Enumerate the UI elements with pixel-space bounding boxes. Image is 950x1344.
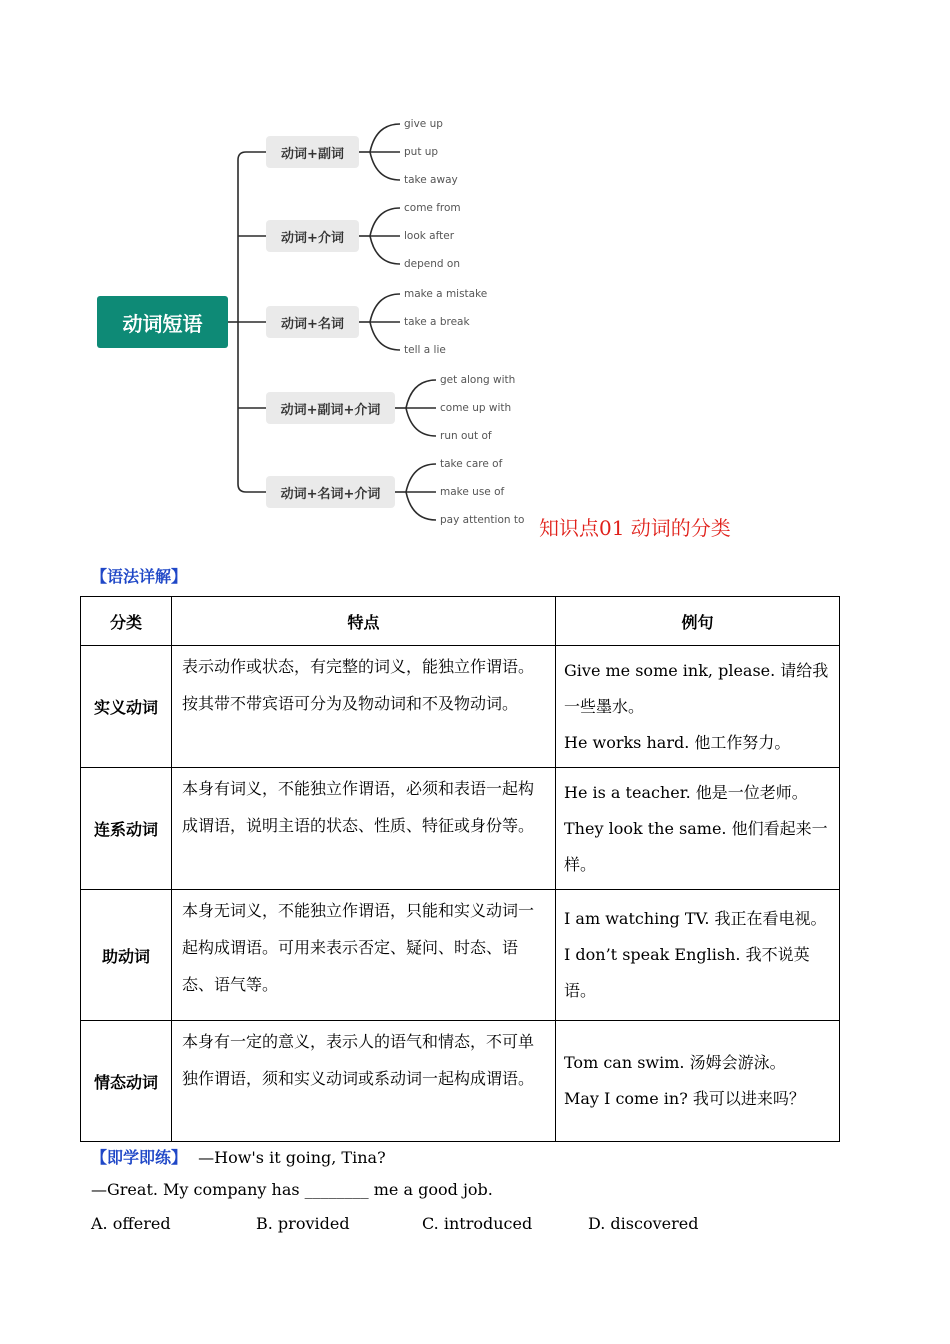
- mindmap-leaf: get along with: [440, 374, 516, 386]
- exercise-sentence: —Great. My company has ________ me a good job.: [91, 1180, 493, 1199]
- mindmap-leaf: give up: [404, 118, 443, 130]
- table-header-row: [81, 597, 840, 646]
- example-sentence: He is a teacher. 他是一位老师。: [564, 782, 808, 802]
- option-d: D. discovered: [588, 1214, 699, 1233]
- table-row: [81, 1021, 840, 1142]
- mindmap-branch-verb-noun: 动词+名词: [266, 306, 359, 338]
- mindmap-leaf: put up: [404, 146, 439, 158]
- mindmap-leaf: make a mistake: [404, 288, 488, 300]
- mindmap-leaf: take a break: [404, 316, 470, 328]
- mindmap-leaf: take away: [404, 174, 458, 186]
- row-feature: 本身无词义，不能独立作谓语，只能和实义动词一起构成谓语。可用来表示否定、疑问、时态、语态、语气等。: [172, 890, 556, 1021]
- header-feature: 特点: [172, 597, 556, 646]
- mindmap-leaf: make use of: [440, 486, 505, 498]
- grammar-heading: 【语法详解】: [91, 567, 188, 586]
- option-a: A. offered: [91, 1214, 171, 1233]
- exercise-question-line: [91, 1145, 386, 1168]
- example-sentence: I am watching TV. 我正在看电视。: [564, 909, 827, 928]
- mindmap-leaf: tell a lie: [404, 344, 446, 356]
- mindmap-leaf: look after: [404, 230, 455, 242]
- header-example: 例句: [556, 597, 840, 646]
- knowledge-point-title: 知识点01 动词的分类: [539, 516, 731, 540]
- mindmap-leaf: run out of: [440, 430, 492, 442]
- mindmap-branch-verb-noun-preposition: 动词+名词+介词: [266, 476, 395, 508]
- mindmap-leaf: pay attention to: [440, 514, 525, 526]
- example-sentence: He works hard. 他工作努力。: [564, 732, 791, 752]
- mindmap-root: 动词短语: [97, 296, 228, 348]
- example-sentence: They look the same. 他们看起来一样。: [564, 818, 828, 874]
- row-feature: 本身有词义，不能独立作谓语，必须和表语一起构成谓语，说明主语的状态、性质、特征或身份等。: [172, 768, 556, 890]
- mindmap-branch-verb-adverb: 动词+副词: [266, 136, 359, 168]
- row-category: 助动词: [81, 890, 172, 1021]
- grammar-table: [80, 596, 840, 1142]
- row-category: 连系动词: [81, 768, 172, 890]
- option-c: C. introduced: [422, 1214, 533, 1233]
- option-b: B. provided: [256, 1214, 350, 1233]
- row-examples: [556, 890, 840, 1021]
- row-feature: 本身有一定的意义，表示人的语气和情态，不可单独作谓语，须和实义动词或系动词一起构成谓语。: [172, 1021, 556, 1142]
- row-feature: 表示动作或状态，有完整的词义，能独立作谓语。按其带不带宾语可分为及物动词和不及物动词。: [172, 646, 556, 768]
- row-examples: [556, 768, 840, 890]
- table-row: [81, 890, 840, 1021]
- exercise-tag: 【即学即练】: [91, 1148, 188, 1167]
- row-category: 情态动词: [81, 1021, 172, 1142]
- row-category: 实义动词: [81, 646, 172, 768]
- row-examples: [556, 1021, 840, 1142]
- example-sentence: Give me some ink, please. 请给我一些墨水。: [564, 660, 829, 716]
- mindmap-connectors: [0, 0, 950, 560]
- exercise-question: —How's it going, Tina?: [198, 1148, 386, 1167]
- example-sentence: Tom can swim. 汤姆会游泳。: [564, 1053, 786, 1072]
- row-examples: [556, 646, 840, 768]
- header-category: 分类: [81, 597, 172, 646]
- mindmap-leaf: take care of: [440, 458, 503, 470]
- table-row: [81, 646, 840, 768]
- mindmap-branch-verb-preposition: 动词+介词: [266, 220, 359, 252]
- example-sentence: May I come in? 我可以进来吗？: [564, 1089, 805, 1108]
- table-row: [81, 768, 840, 890]
- mindmap-leaf: come from: [404, 202, 461, 214]
- mindmap-branch-verb-adverb-preposition: 动词+副词+介词: [266, 392, 395, 424]
- example-sentence: I don’t speak English. 我不说英语。: [564, 945, 810, 1000]
- mindmap-leaf: come up with: [440, 402, 512, 414]
- mindmap-leaf: depend on: [404, 258, 460, 270]
